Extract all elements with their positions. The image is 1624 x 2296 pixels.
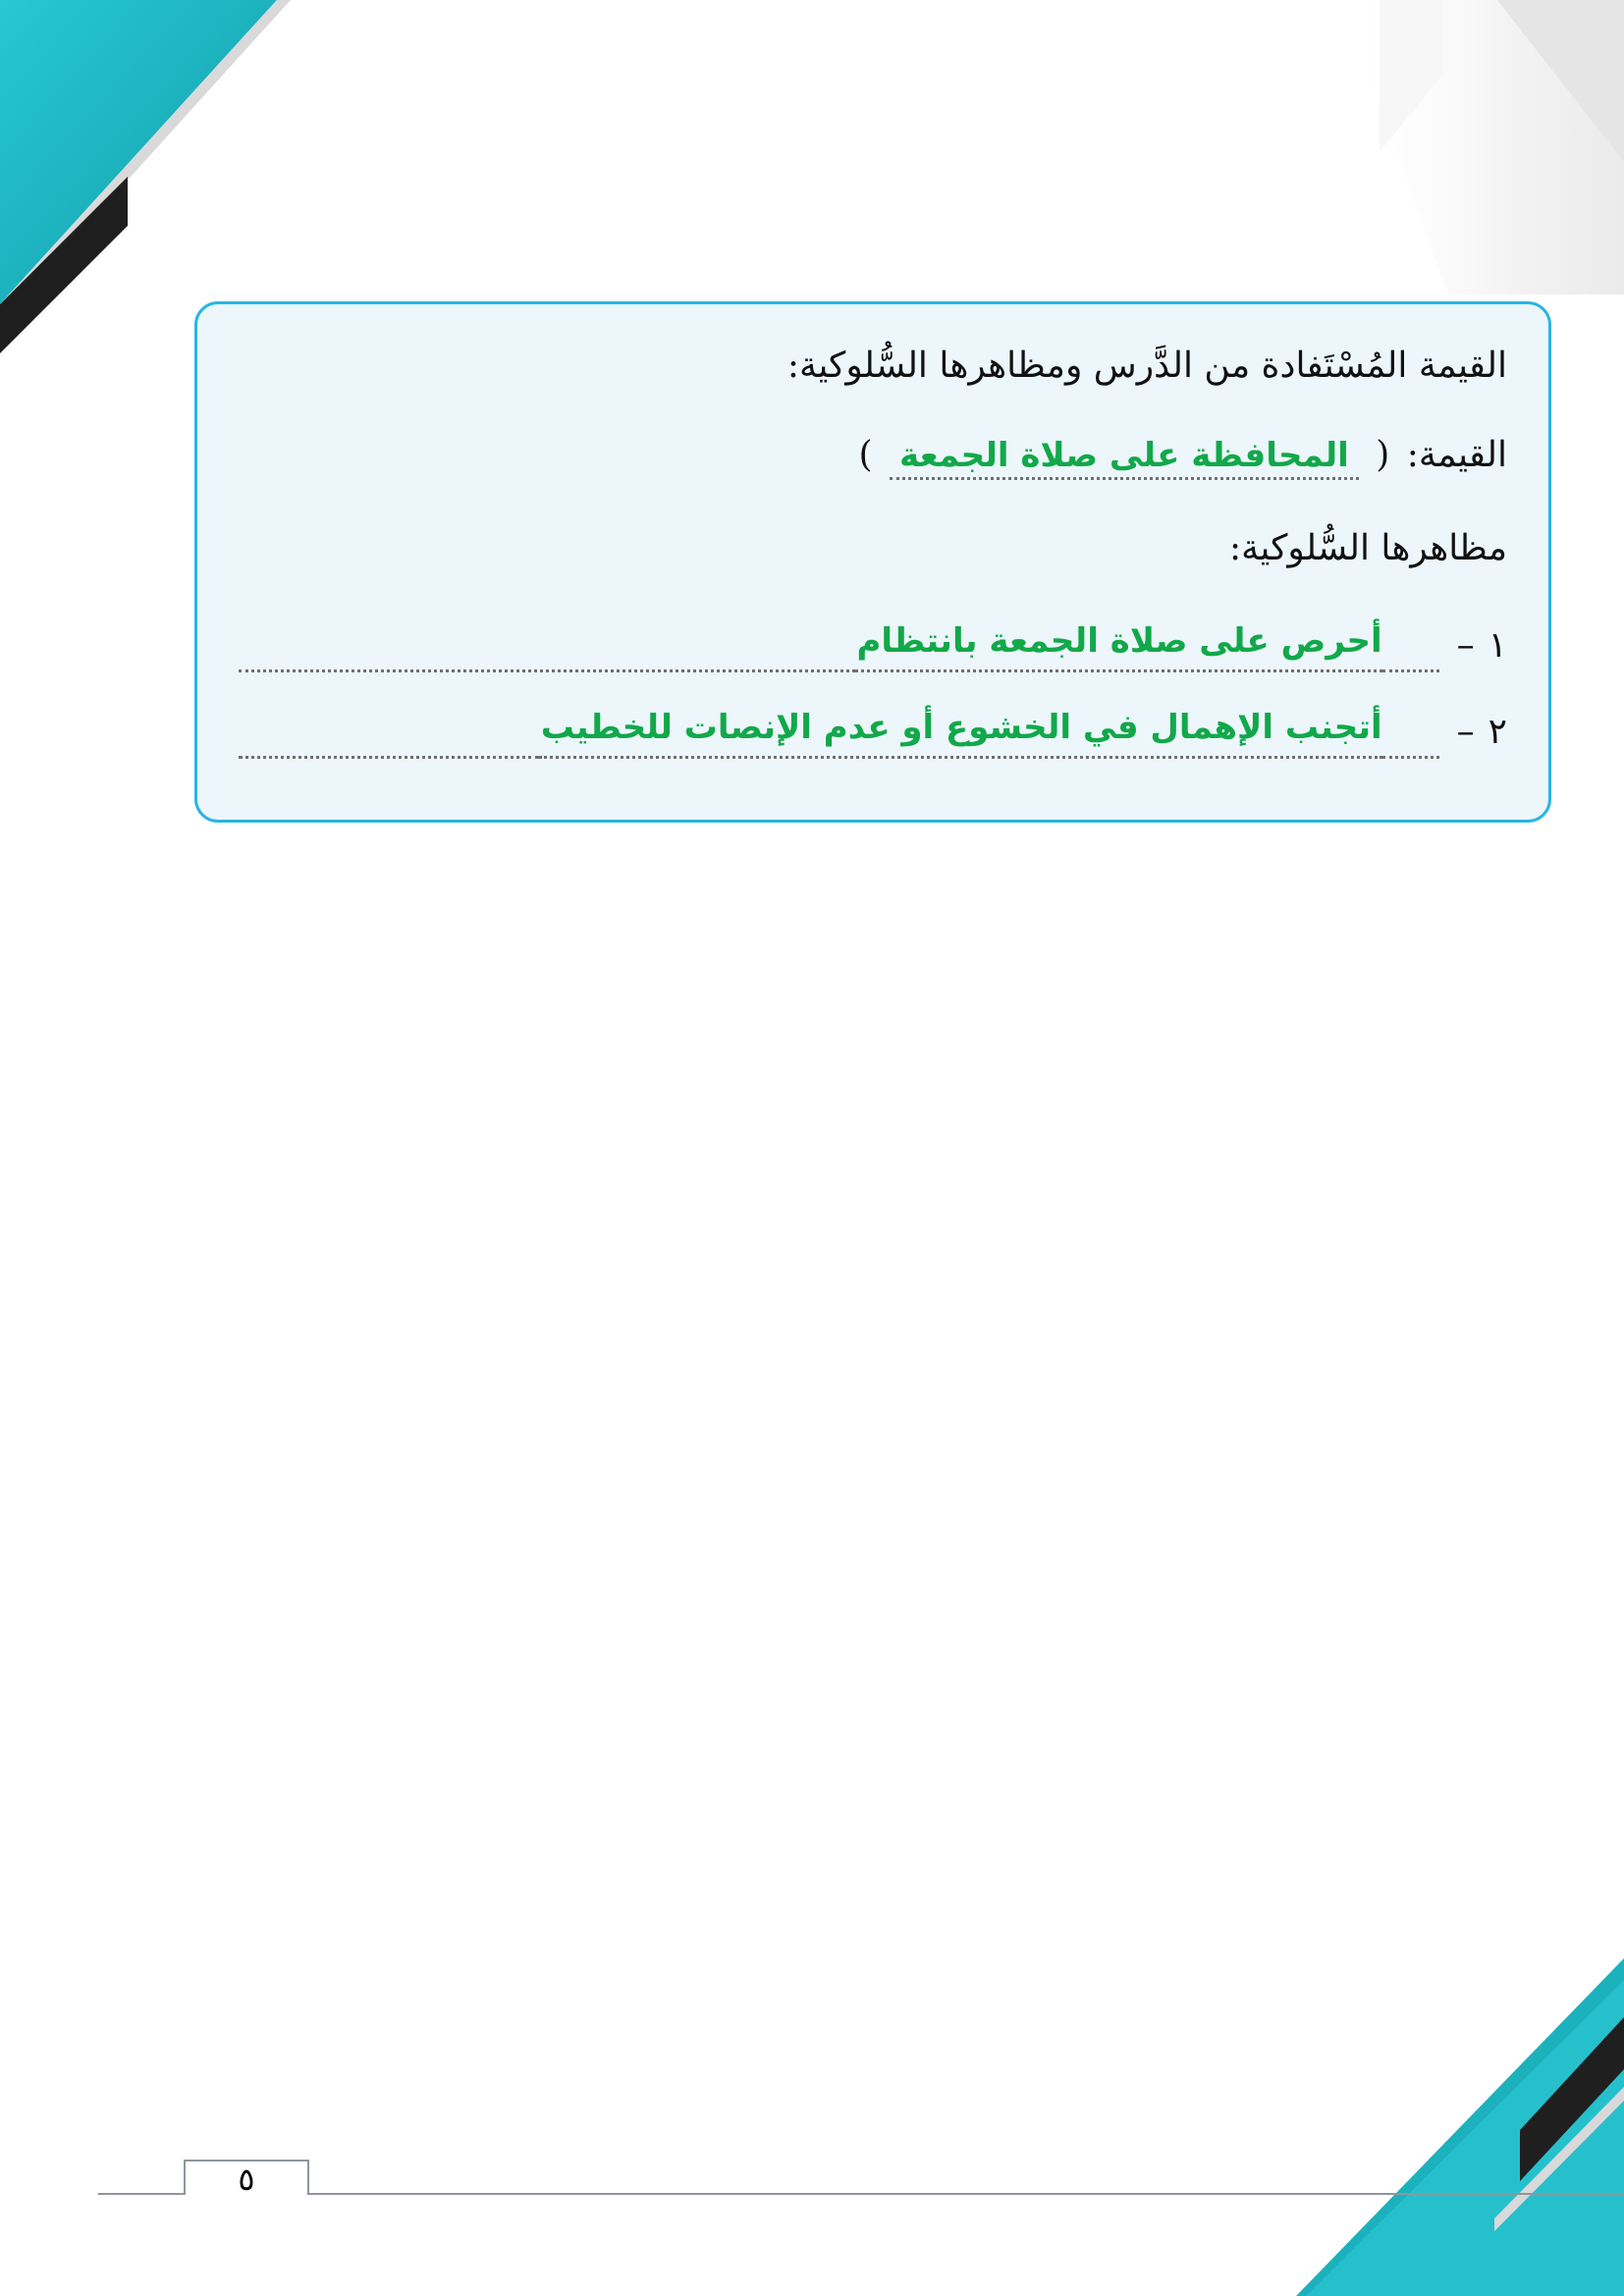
top-left-corner-decoration bbox=[0, 0, 291, 353]
dotted-answer-line bbox=[1382, 715, 1439, 759]
manifestation-item bbox=[239, 614, 1507, 672]
lesson-value-box bbox=[194, 301, 1551, 823]
value-heading: القيمة المُسْتَفادة من الدَّرس ومظاهرها السُّلوكية: bbox=[786, 346, 1507, 386]
item-answer: أحرص على صلاة الجمعة بانتظام bbox=[855, 614, 1382, 672]
value-open-paren: ( bbox=[1376, 435, 1390, 475]
page-number: ٥ bbox=[184, 2160, 309, 2195]
bottom-right-corner-decoration bbox=[1296, 1958, 1624, 2296]
value-answer: المحافظة على صلاة الجمعة bbox=[890, 436, 1359, 480]
item-number: ٢ bbox=[1488, 712, 1507, 752]
value-close-paren: ) bbox=[858, 435, 873, 475]
item-dash: – bbox=[1456, 712, 1475, 752]
dotted-answer-line bbox=[1382, 628, 1439, 672]
footer-rule-left bbox=[98, 2193, 184, 2195]
value-statement bbox=[852, 429, 1507, 482]
item-number: ١ bbox=[1488, 625, 1507, 666]
manifestations-title: مظاهرها السُّلوكية: bbox=[1228, 528, 1507, 568]
value-label: القيمة: bbox=[1406, 435, 1507, 475]
manifestation-item bbox=[239, 701, 1507, 759]
footer-rule-right bbox=[309, 2193, 1624, 2195]
dotted-answer-line bbox=[239, 628, 855, 672]
item-answer: أتجنب الإهمال في الخشوع أو عدم الإنصات للخطيب bbox=[539, 701, 1382, 759]
dotted-answer-line bbox=[239, 715, 539, 759]
item-dash: – bbox=[1456, 625, 1475, 666]
top-right-corner-decoration bbox=[1340, 0, 1624, 294]
